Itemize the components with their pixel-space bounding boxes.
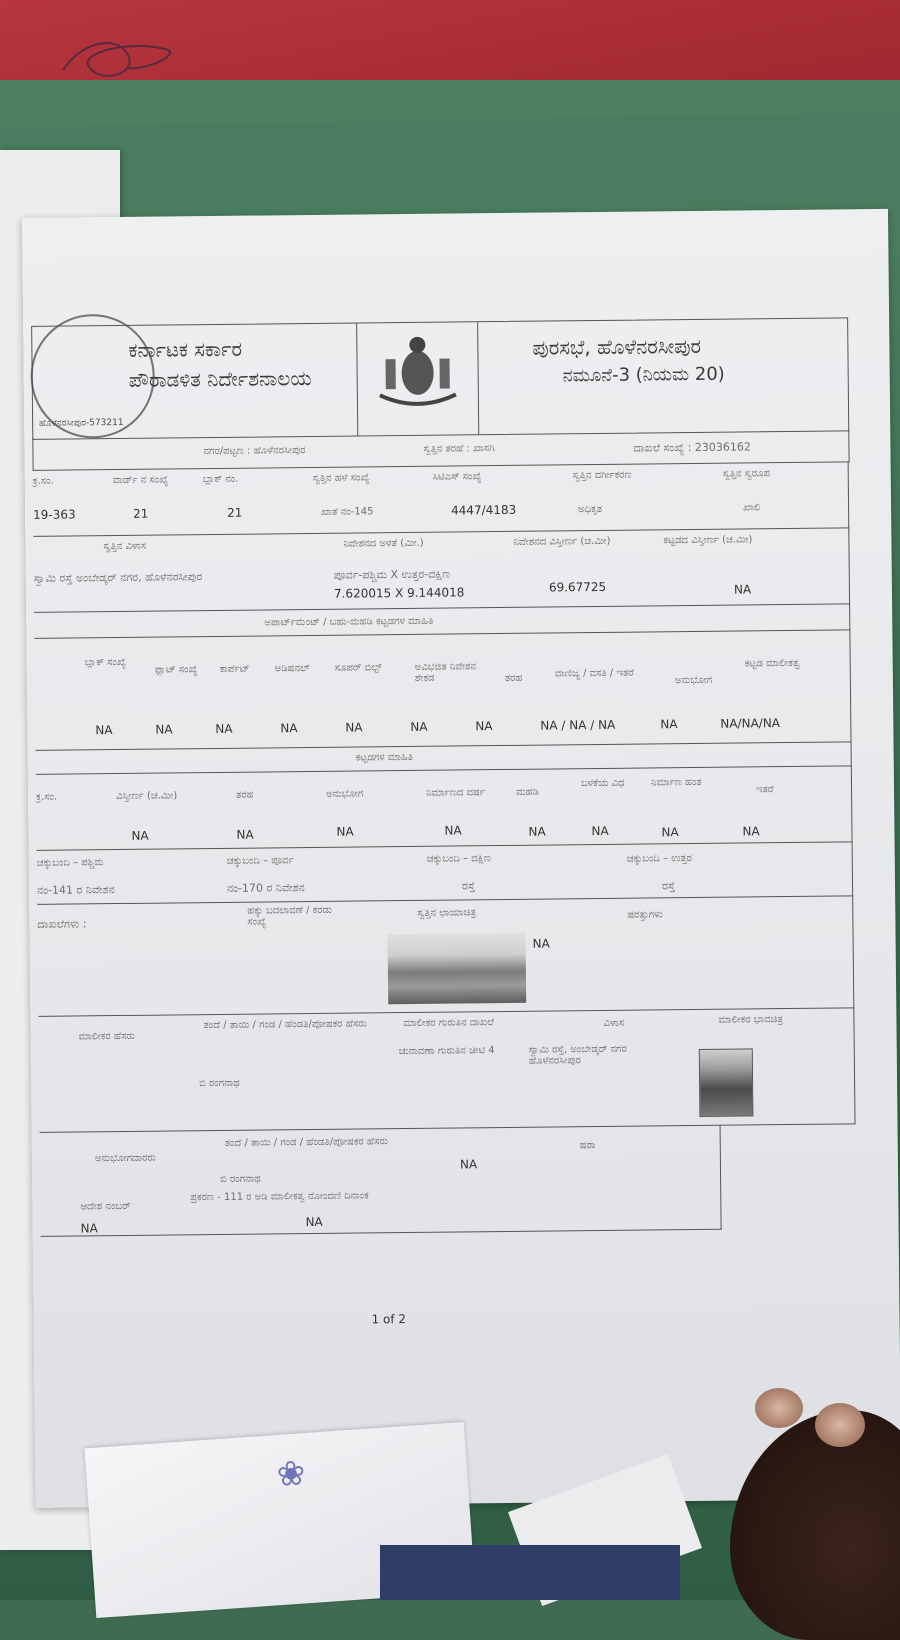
bld-v-usage: NA	[336, 824, 354, 839]
state-emblem-cell	[356, 322, 479, 435]
boundary-east-value: ನಂ-170 ರ ನಿವೇಶನ	[226, 881, 305, 895]
flat-h-type: ತರಹ	[504, 672, 523, 684]
flat-h-additional: ಅಡಿಷನಲ್	[274, 663, 310, 675]
flat-v-type: NA	[475, 719, 493, 734]
cts-value: 4447/4183	[451, 502, 517, 518]
order-date-label: ಪ್ರಕರಣ - 111 ರ ಅಡಿ ಮಾಲೀಕತ್ವ ನೋಂದಣಿ ದಿನಾಂಕ	[190, 1190, 369, 1204]
fingertip	[755, 1388, 803, 1428]
occupant-row	[40, 1125, 722, 1237]
flat-v-undivided: NA	[410, 719, 428, 734]
address-value: ಸ್ವಾಮಿ ರಸ್ತೆ ಅಂಬೇಡ್ಕರ್ ನಗರ, ಹೊಳೆನರಸೀಪುರ	[33, 570, 203, 585]
bld-h-area: ವಿಸ್ತೀರ್ಣ (ಚ.ಮೀ)	[116, 790, 178, 803]
building-table	[36, 765, 853, 851]
order-date-value: NA	[305, 1214, 323, 1230]
blue-fabric	[380, 1545, 680, 1600]
ids-header-block: ಬ್ಲಾಕ್ ನಂ.	[202, 473, 239, 486]
boundary-east-label: ಚಕ್ಕುಬಂದಿ – ಪೂರ್ವ	[226, 855, 294, 867]
bld-h-year: ನಿರ್ಮಾಣದ ವರ್ಷ	[425, 787, 486, 799]
property-id-value: 19-363	[33, 507, 76, 522]
owner-relation-label: ತಂದೆ / ತಾಯಿ / ಗಂಡ / ಹೆಂಡತಿ/ಪೋಷಕರ ಹೆಸರು	[203, 1018, 367, 1032]
form-3-document	[31, 317, 857, 1327]
flat-v-occupancy: NA	[660, 717, 678, 732]
owner-id-label: ಮಾಲೀಕರ ಗುರುತಿನ ದಾಖಲೆ	[403, 1017, 495, 1030]
address-label: ಸ್ವತ್ತಿನ ವಿಳಾಸ	[103, 540, 147, 553]
document-page	[22, 209, 900, 1508]
flat-v-carpet: NA	[215, 721, 233, 737]
flat-v-block: NA	[95, 723, 113, 738]
order-number-value: NA	[80, 1221, 98, 1236]
boundary-north-label: ಚಕ್ಕುಬಂದಿ – ಉತ್ತರ	[626, 853, 692, 865]
ids-header-old-no: ಸ್ವತ್ತಿನ ಹಳೆ ಸಂಖ್ಯೆ	[312, 472, 370, 484]
area-label: ನಿವೇಶನದ ವಿಸ್ತೀರ್ಣ (ಚ.ಮೀ)	[513, 535, 611, 548]
owner-address-label: ವಿಳಾಸ	[603, 1017, 625, 1029]
occupant-label: ಅನುಭೋಗದಾರರು	[94, 1152, 156, 1165]
classification-value: ಅಧಿಕೃತ	[578, 503, 603, 516]
flat-v-usage: NA / NA / NA	[540, 717, 616, 733]
form-number: ನಮೂನೆ-3 (ನಿಯಮ 20)	[562, 363, 725, 387]
directorate-title: ಪೌರಾಡಳಿತ ನಿರ್ದೇಶನಾಲಯ	[128, 365, 312, 392]
bld-h-other: ಇತರೆ	[755, 784, 774, 796]
rights-change-value: NA	[532, 936, 550, 951]
bld-h-usage: ಅನುಭೋಗ	[325, 788, 364, 800]
flat-v-ownership: NA/NA/NA	[720, 716, 781, 731]
built-area-value: NA	[733, 582, 752, 597]
municipality-title: ಪುರಸಭೆ, ಹೊಳೆನರಸೀಪುರ	[532, 333, 702, 360]
pen-scribble	[58, 30, 188, 85]
header-box	[31, 317, 849, 440]
boundary-west-value: ನಂ-141 ರ ನಿವೇಶನ	[36, 883, 115, 897]
flat-v-flat: NA	[155, 722, 173, 737]
bld-h-type: ತರಹ	[235, 789, 254, 801]
boundary-north-value: ರಸ್ತೆ	[661, 879, 676, 893]
occupant-relation-value: ಬಿ ರಂಗನಾಥ	[220, 1173, 261, 1185]
rights-change-label: ಹಕ್ಕು ಬದಲಾವಣೆ / ಕರಡು ಸಂಖ್ಯೆ	[247, 904, 333, 928]
remarks-label: ಷರಾ	[579, 1140, 596, 1152]
owner-id-value: ಚುನಾವಣಾ ಗುರುತಿನ ಚೀಟಿ 4	[398, 1045, 495, 1058]
property-type-label: ಸ್ವತ್ತಿನ ತರಹೆ : ಖಾಸಗಿ	[423, 443, 495, 455]
flower-pattern-icon: ❀	[275, 1453, 307, 1496]
bld-h-serial: ಕ್ರ.ಸಂ.	[36, 791, 58, 803]
building-section-title: ಕಟ್ಟಡಗಳ ಮಾಹಿತಿ	[355, 751, 414, 764]
remarks-value: NA	[459, 1157, 478, 1172]
address-row	[33, 527, 850, 613]
ids-header-cts: ಸಿಟಿಎಸ್ ಸಂಖ್ಯೆ	[432, 471, 482, 483]
bld-v-floor: NA	[528, 824, 546, 839]
area-value: 69.67725	[548, 579, 607, 595]
page-number: 1 of 2	[371, 1312, 407, 1327]
property-photo-label: ಸ್ವತ್ತಿನ ಛಾಯಾಚಿತ್ರ	[417, 907, 477, 919]
photo-row	[37, 895, 854, 1017]
owner-photo	[699, 1048, 754, 1117]
occupant-relation-label: ತಂದೆ / ತಾಯಿ / ಗಂಡ / ಹೆಂಡತಿ/ಪೋಷಕರ ಹೆಸರು	[224, 1136, 389, 1149]
ids-header-serial: ಕ್ರ.ಸಂ.	[32, 475, 54, 487]
bld-v-year: NA	[444, 823, 462, 838]
owner-row	[38, 1007, 855, 1133]
flat-h-block: ಬ್ಲಾಕ್ ಸಂಖ್ಯೆ	[84, 656, 126, 669]
flat-h-superbuilt: ಸೂಪರ್ ಬಿಲ್ಟ್	[334, 662, 382, 674]
ward-no-value: 21	[133, 506, 149, 521]
built-area-label: ಕಟ್ಟಡದ ವಿಸ್ತೀರ್ಣ (ಚ.ಮೀ)	[663, 534, 753, 547]
bld-v-stage: NA	[661, 825, 679, 840]
document-number: ದಾಖಲೆ ಸಂಖ್ಯೆ : 23036162	[633, 440, 751, 455]
property-photo	[388, 933, 527, 1004]
flat-h-usage: ವಾಣಿಜ್ಯ / ವಸತಿ / ಇತರೆ	[554, 667, 634, 680]
bld-v-use-type: NA	[591, 823, 609, 839]
bld-h-floor: ಮಹಡಿ	[515, 786, 539, 798]
dimension-value: 7.620015 X 9.144018	[333, 585, 465, 601]
ids-header-nature: ಸ್ವತ್ತಿನ ಸ್ವರೂಪ	[722, 468, 770, 480]
bld-h-stage: ನಿರ್ಮಾಣ ಹಂತ	[650, 776, 702, 789]
bld-h-use-type: ಬಳಕೆಯ ವಿಧ	[580, 777, 625, 790]
conditions-label: ಷರತ್ತುಗಳು	[627, 909, 663, 921]
owner-address-value: ಸ್ವಾಮಿ ರಸ್ತೆ, ಅಂಬೇಡ್ಕರ್ ನಗರ ಹೊಳೆನರಸೀಪುರ	[528, 1043, 627, 1067]
gov-title: ಕರ್ನಾಟಕ ಸರ್ಕಾರ	[128, 336, 243, 362]
fingertip	[815, 1403, 865, 1447]
flat-h-occupancy: ಅನುಭೋಗ	[674, 674, 713, 687]
ids-row	[33, 461, 850, 537]
boundary-south-label: ಚಕ್ಕುಬಂದಿ – ದಕ್ಷಿಣ	[426, 853, 492, 865]
ids-header-class: ಸ್ವತ್ತಿನ ವರ್ಗೀಕರಣ	[572, 469, 632, 482]
boundaries-row	[37, 841, 854, 905]
bld-v-other: NA	[742, 824, 760, 839]
block-no-value: 21	[227, 505, 243, 520]
order-number-label: ಆದೇಶ ನಂಬರ್	[80, 1200, 131, 1213]
bld-v-type: NA	[236, 827, 254, 842]
flat-v-superbuilt: NA	[345, 720, 363, 735]
flat-h-carpet: ಕಾರ್ಪೆಟ್	[219, 663, 250, 675]
flat-h-ownership: ಕಟ್ಟಡ ಮಾಲೀಕತ್ವ	[744, 657, 800, 670]
owner-relation-value: ಬಿ ರಂಗನಾಥ	[199, 1077, 240, 1090]
city-label: ನಗರ/ಪಟ್ಟಣ : ಹೊಳೆನರಸೀಪುರ	[203, 445, 306, 458]
documents-label: ದಾಖಲೆಗಳು :	[37, 917, 87, 931]
seal-text: ಹೊಳೆನರಸೀಪುರ-573211	[39, 417, 124, 429]
boundary-west-label: ಚಕ್ಕುಬಂದಿ – ಪಶ್ಚಿಮ	[36, 857, 104, 869]
bld-v-area: NA	[131, 828, 149, 843]
owner-photo-label: ಮಾಲೀಕರ ಭಾವಚಿತ್ರ	[718, 1014, 783, 1026]
flat-table	[34, 629, 851, 751]
flat-section-title: ಅಪಾರ್ಟ್‌ಮೆಂಟ್ / ಬಹು-ಮಹಡಿ ಕಟ್ಟಡಗಳ ಮಾಹಿತಿ	[264, 615, 434, 629]
nature-value: ಖಾಲಿ	[743, 502, 761, 514]
khata-value: ಖಾತೆ ನಂ-145	[321, 506, 374, 518]
emblem-icon	[357, 322, 478, 435]
flat-h-flat: ಫ್ಲಾಟ್ ಸಂಖ್ಯೆ	[154, 664, 198, 676]
owner-name-label: ಮಾಲೀಕರ ಹೆಸರು	[78, 1030, 136, 1043]
flat-h-undivided: ಅವಿಭಜಿತ ನಿವೇಶನ ಶೇಕಡ	[414, 661, 477, 684]
boundary-south-value: ರಸ್ತೆ	[461, 879, 476, 893]
ids-header-ward: ವಾರ್ಡ್ ನ ಸಂಖ್ಯೆ	[112, 474, 169, 487]
flat-v-additional: NA	[280, 721, 298, 736]
dimension-direction: ಪೂರ್ವ-ಪಶ್ಚಿಮ X ಉತ್ತರ-ದಕ್ಷಿಣ	[333, 567, 451, 582]
dimension-label: ನಿವೇಶನದ ಅಳತೆ (ಮೀ.)	[343, 537, 424, 550]
